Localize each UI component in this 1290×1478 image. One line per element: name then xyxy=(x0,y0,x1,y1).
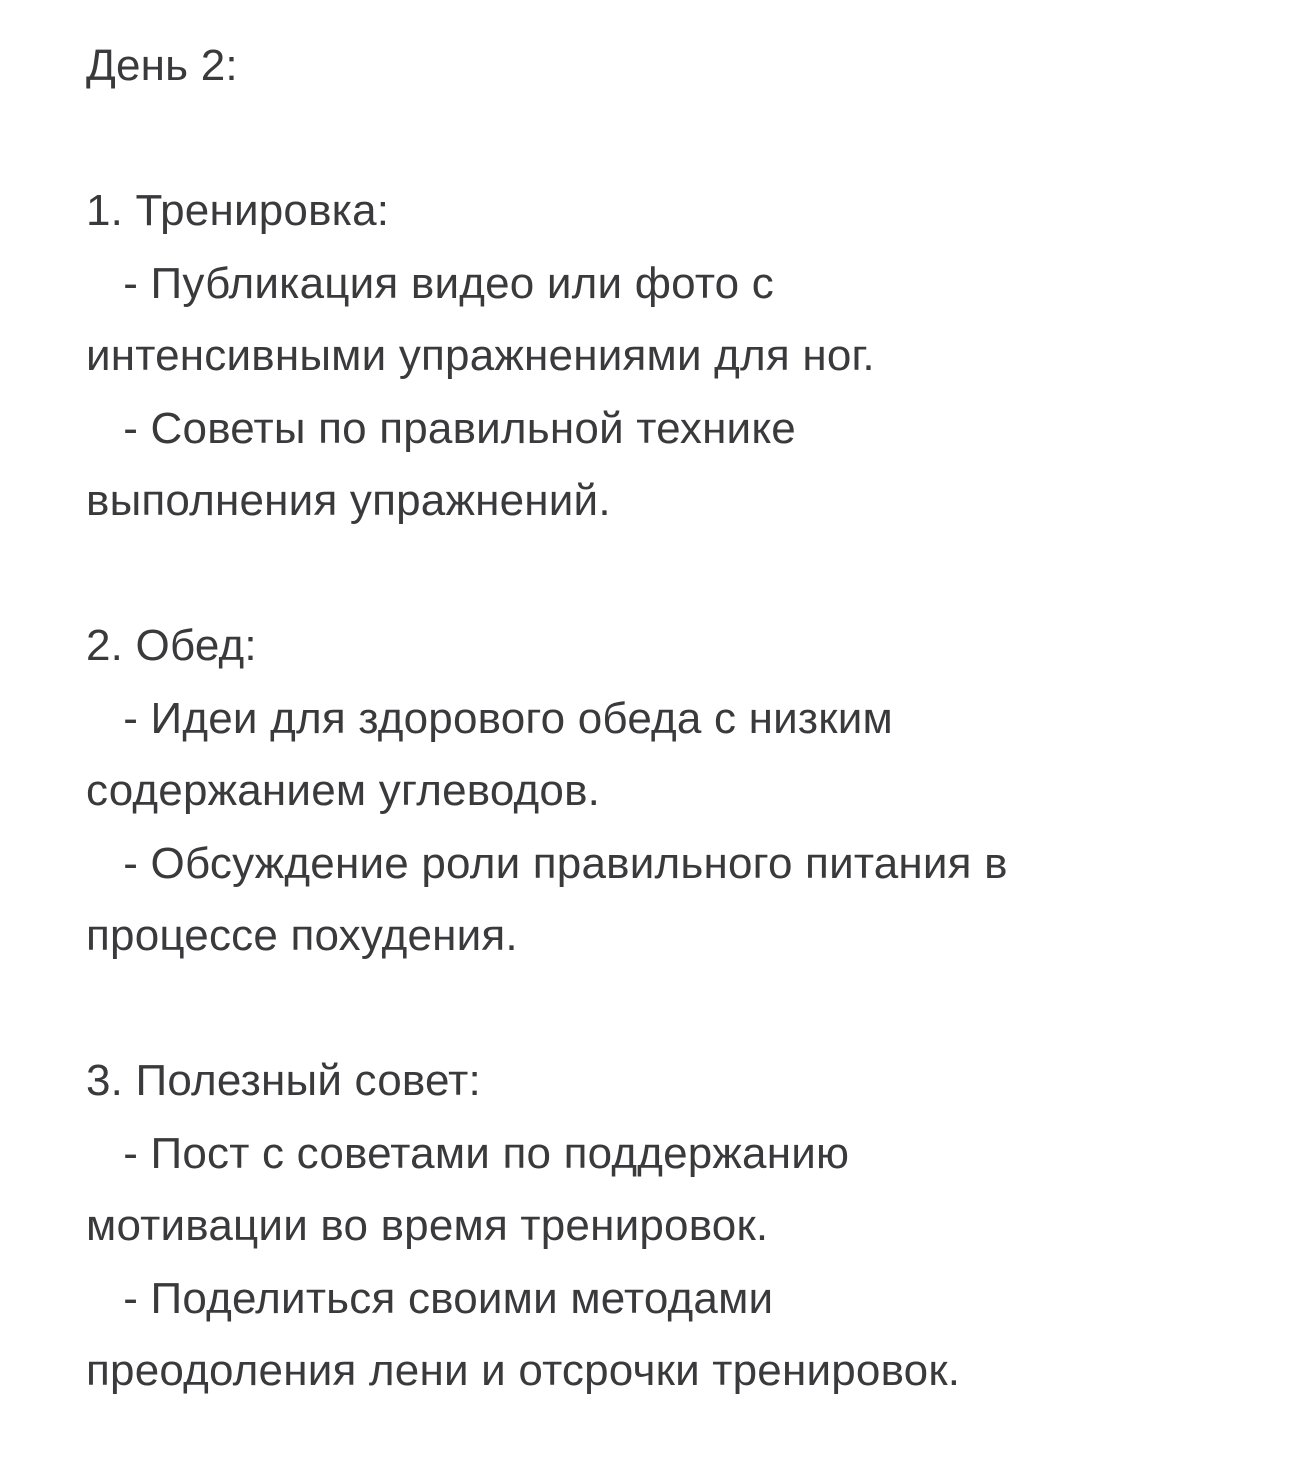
bullet-continuation: мотивации во время тренировок. xyxy=(86,1201,769,1250)
bullet-continuation: выполнения упражнений. xyxy=(86,476,611,525)
bullet-line: - Публикация видео или фото с xyxy=(86,258,774,308)
bullet-line: - Идеи для здорового обеда с низким xyxy=(86,693,893,743)
bullet-line: - Обсуждение роли правильного питания в xyxy=(86,838,1008,888)
blank-line xyxy=(86,973,1236,1046)
bullet-continuation: содержанием углеводов. xyxy=(86,766,601,815)
day-heading: День 2: xyxy=(86,41,238,90)
blank-line xyxy=(86,103,1236,176)
bullet-line: - Пост с советами по поддержанию xyxy=(86,1128,850,1178)
bullet-continuation: процессе похудения. xyxy=(86,911,518,960)
bullet-line: - Поделиться своими методами xyxy=(86,1273,774,1323)
section-heading-lunch: 2. Обед: xyxy=(86,621,257,670)
bullet-continuation: преодоления лени и отсрочки тренировок. xyxy=(86,1346,961,1395)
section-heading-tip: 3. Полезный совет: xyxy=(86,1056,481,1105)
bullet-continuation: интенсивными упражнениями для ног. xyxy=(86,331,875,380)
section-heading-workout: 1. Тренировка: xyxy=(86,186,390,235)
document-body xyxy=(86,30,1236,1408)
blank-line xyxy=(86,538,1236,611)
bullet-line: - Советы по правильной технике xyxy=(86,403,796,453)
